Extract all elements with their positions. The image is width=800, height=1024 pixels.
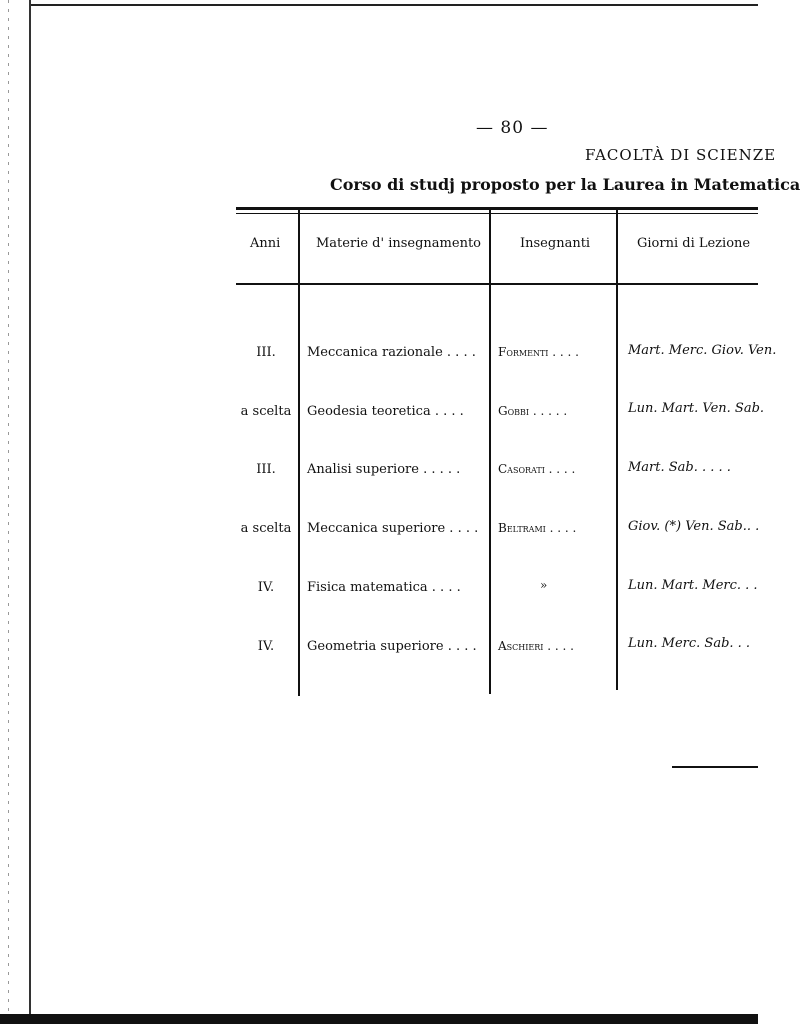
page-top-border	[30, 4, 758, 6]
row-subject: Meccanica superiore . . . .	[307, 521, 479, 536]
row-year: IV.	[257, 580, 275, 595]
column-divider-3	[616, 210, 618, 690]
row-subject: Geodesia teoretica . . . .	[307, 404, 464, 419]
column-divider-1	[298, 210, 300, 696]
row-teacher: »	[540, 578, 548, 592]
row-year: III.	[256, 462, 276, 477]
row-year: IV.	[257, 639, 275, 654]
row-teacher: Aschieri . . . .	[498, 639, 574, 653]
header-subjects: Materie d' insegnamento	[316, 236, 481, 251]
row-year: a scelta	[240, 521, 292, 536]
header-bottom-rule	[236, 283, 758, 285]
row-teacher: Formenti . . . .	[498, 345, 579, 359]
course-title: Corso di studj proposto per la Laurea in Matematica	[330, 175, 800, 194]
column-divider-2	[489, 210, 491, 694]
row-teacher: Casorati . . . .	[498, 462, 576, 476]
page-bottom-border	[0, 1014, 758, 1024]
row-teacher: Gobbi . . . . .	[498, 404, 568, 418]
row-days: Lun. Mart. Ven. Sab.	[628, 401, 765, 416]
page-left-border	[29, 0, 31, 1024]
row-days: Mart. Merc. Giov. Ven.	[628, 343, 777, 358]
header-years: Anni	[250, 236, 281, 251]
header-teachers: Insegnanti	[520, 236, 591, 251]
row-days: Mart. Sab. . . . .	[628, 460, 731, 475]
binding-edge	[8, 0, 9, 1024]
stray-rule	[672, 766, 758, 768]
row-days: Lun. Mart. Merc. . .	[628, 578, 758, 593]
row-year: III.	[256, 345, 276, 360]
page-number: — 80 —	[476, 118, 549, 138]
row-teacher: Beltrami . . . .	[498, 521, 577, 535]
table-top-rule-thick	[236, 207, 758, 210]
row-subject: Fisica matematica . . . .	[307, 580, 461, 595]
row-year: a scelta	[240, 404, 292, 419]
header-days: Giorni di Lezione	[637, 236, 751, 251]
faculty-heading: FACOLTÀ DI SCIENZE	[585, 146, 777, 164]
row-days: Giov. (*) Ven. Sab.. .	[628, 519, 760, 534]
row-subject: Meccanica razionale . . . .	[307, 345, 476, 360]
row-subject: Analisi superiore . . . . .	[307, 462, 461, 477]
table-top-rule-thin	[236, 213, 758, 214]
row-days: Lun. Merc. Sab. . .	[628, 636, 751, 651]
row-subject: Geometria superiore . . . .	[307, 639, 477, 654]
